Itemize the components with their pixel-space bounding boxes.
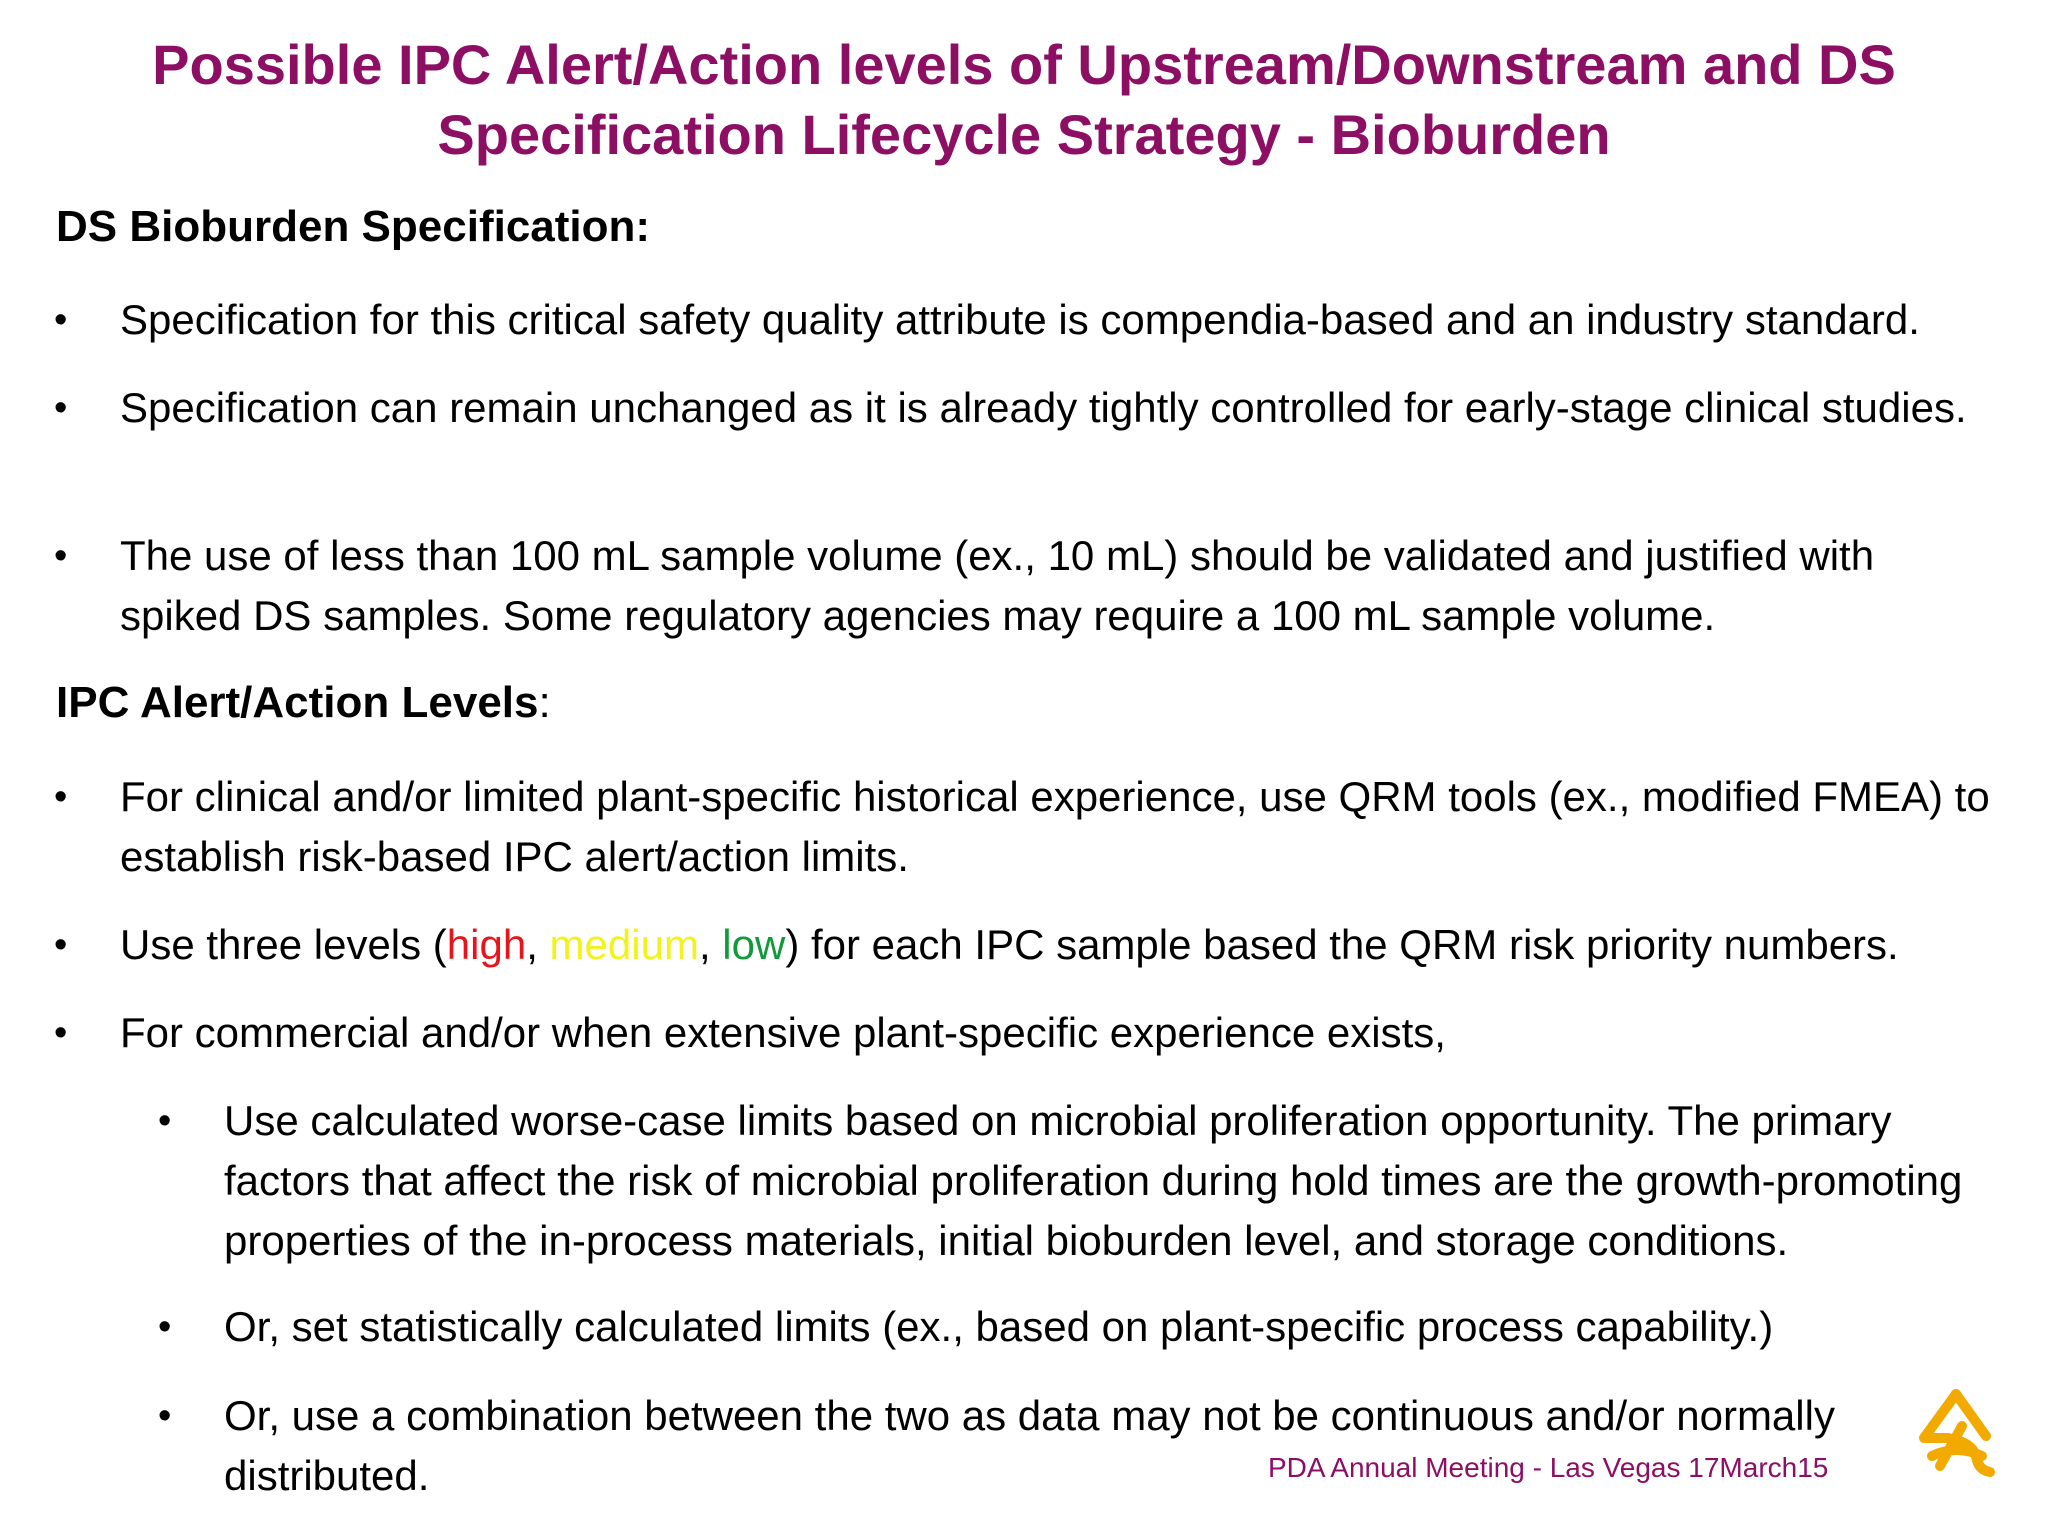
section-heading-ipc-levels [56, 675, 551, 731]
bullet-icon: • [54, 299, 68, 341]
bullet-text: Use calculated worse-case limits based on microbial proliferation opportunity. The primary factors that affect the risk of microbial proliferation during hold times are the growth-promoting properties of the in-process materials, initial bioburden level, and storage conditions. [224, 1097, 1963, 1264]
list-item [54, 1003, 2000, 1063]
slide-title-line-1: Possible IPC Alert/Action levels of Upstream/Downstream and DS [152, 33, 1896, 96]
level-high: high [446, 921, 527, 968]
bullet-text-prefix: Use three levels ( [120, 921, 447, 968]
bullet-icon: • [54, 387, 68, 429]
sub-list-item [158, 1297, 2024, 1357]
company-logo-icon [1912, 1386, 1998, 1478]
bullet-text: Specification can remain unchanged as it is already tightly controlled for early-stage clinical studies. [120, 384, 1967, 431]
bullet-text: For commercial and/or when extensive plant-specific experience exists, [120, 1009, 1446, 1056]
bullet-text-suffix: ) for each IPC sample based the QRM risk priority numbers. [785, 921, 1899, 968]
bullet-icon: • [54, 1012, 68, 1054]
list-item [54, 290, 2000, 350]
bullet-icon: • [158, 1306, 172, 1348]
section-heading-text: DS Bioburden Specification: [56, 202, 651, 251]
bullet-text: For clinical and/or limited plant-specific historical experience, use QRM tools (ex., modified FMEA) to establish risk-based IPC alert/action limits. [120, 773, 1990, 880]
list-item-levels [54, 915, 2000, 975]
bullet-text: The use of less than 100 mL sample volume (ex., 10 mL) should be validated and justified with spiked DS samples. Some regulatory agencies may require a 100 mL sample volume. [120, 532, 1875, 639]
section-heading-colon: : [538, 678, 551, 727]
bullet-text: Specification for this critical safety quality attribute is compendia-based and an industry standard. [120, 296, 1920, 343]
separator: , [698, 921, 723, 968]
section-heading-text: IPC Alert/Action Levels [56, 678, 539, 727]
level-low: low [722, 921, 786, 968]
bullet-icon: • [158, 1395, 172, 1437]
bullet-text: Or, set statistically calculated limits (ex., based on plant-specific process capability.) [224, 1303, 1774, 1350]
footer-text: PDA Annual Meeting - Las Vegas 17March15 [1268, 1452, 1829, 1483]
sub-list-item [158, 1386, 1884, 1506]
bullet-icon: • [54, 535, 68, 577]
bullet-icon: • [158, 1100, 172, 1142]
level-medium: medium [549, 921, 699, 968]
separator: , [526, 921, 550, 968]
sub-list-item [158, 1091, 2024, 1271]
bullet-text: Or, use a combination between the two as data may not be continuous and/or normally distributed. [224, 1392, 1835, 1499]
list-item [54, 526, 2000, 646]
section-heading-ds-bioburden [56, 199, 650, 255]
bullet-icon: • [54, 924, 68, 966]
slide-title-line-2: Specification Lifecycle Strategy - Bioburden [437, 103, 1611, 166]
list-item [54, 378, 2000, 438]
bullet-icon: • [54, 776, 68, 818]
list-item [54, 767, 2000, 887]
